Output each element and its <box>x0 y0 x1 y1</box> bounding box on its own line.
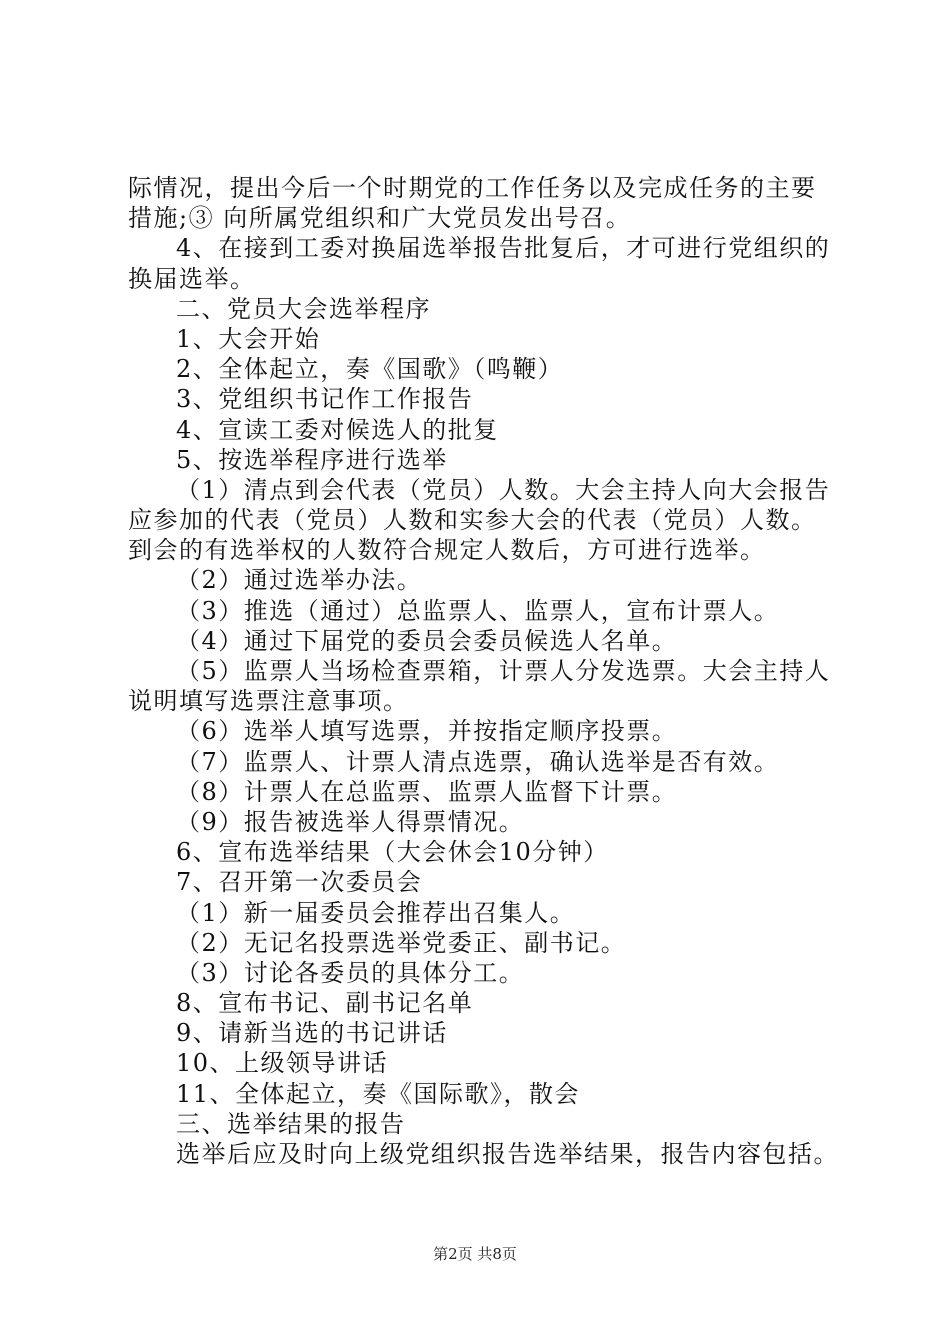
text-line: （8）计票人在总监票、监票人监督下计票。 <box>176 777 678 806</box>
text-line: （2）通过选举办法。 <box>176 566 423 595</box>
text-line: 6、宣布选举结果（大会休会10分钟） <box>176 838 609 867</box>
text-line: （4）通过下届党的委员会委员候选人名单。 <box>176 626 678 655</box>
text-line: 到会的有选举权的人数符合规定人数后，方可进行选举。 <box>128 536 766 565</box>
text-line: （3）推选（通过）总监票人、监票人，宣布计票人。 <box>176 596 780 625</box>
text-line: 10、上级领导讲话 <box>176 1049 389 1078</box>
text-line: 应参加的代表（党员）人数和实参大会的代表（党员）人数。 <box>128 506 817 535</box>
text-line: 3、党组织书记作工作报告 <box>176 385 474 414</box>
text-line: （5）监票人当场检查票箱，计票人分发选票。大会主持人 <box>176 657 831 685</box>
text-line: （9）报告被选举人得票情况。 <box>176 807 525 836</box>
text-line: 11、全体起立，奏《国际歌》，散会 <box>176 1079 581 1108</box>
text-line: 1、大会开始 <box>176 324 321 353</box>
text-line: 9、请新当选的书记讲话 <box>176 1019 448 1048</box>
text-line: 4、宣读工委对候选人的批复 <box>176 415 499 444</box>
text-line: 二、党员大会选举程序 <box>176 294 431 323</box>
text-line: 际情况，提出今后一个时期党的工作任务以及完成任务的主要 <box>128 174 817 202</box>
text-line: （2）无记名投票选举党委正、副书记。 <box>176 928 627 957</box>
text-line: 说明填写选票注意事项。 <box>128 687 409 716</box>
text-line: （1）清点到会代表（党员）人数。大会主持人向大会报告 <box>176 475 831 504</box>
text-line: 三、选举结果的报告 <box>176 1109 406 1138</box>
text-line: 措施;③ 向所属党组织和广大党员发出号召。 <box>128 204 632 233</box>
text-line: （3）讨论各委员的具体分工。 <box>176 958 525 987</box>
text-line: 选举后应及时向上级党组织报告选举结果，报告内容包括。 <box>176 1140 839 1168</box>
text-line: （7）监票人、计票人清点选票，确认选举是否有效。 <box>176 747 780 776</box>
text-line: （1）新一届委员会推荐出召集人。 <box>176 898 576 927</box>
text-line: 换届选举。 <box>128 264 256 293</box>
document-body <box>128 173 848 1169</box>
page-footer: 第2页 共8页 <box>433 1245 517 1263</box>
text-line: 2、全体起立，奏《国歌》（鸣鞭） <box>176 355 564 384</box>
text-line: （6）选举人填写选票，并按指定顺序投票。 <box>176 717 678 746</box>
text-line: 8、宣布书记、副书记名单 <box>176 989 474 1018</box>
text-line: 7、召开第一次委员会 <box>176 868 423 897</box>
text-line: 4、在接到工委对换届选举报告批复后，才可进行党组织的 <box>176 234 831 263</box>
text-line: 5、按选举程序进行选举 <box>176 445 448 474</box>
